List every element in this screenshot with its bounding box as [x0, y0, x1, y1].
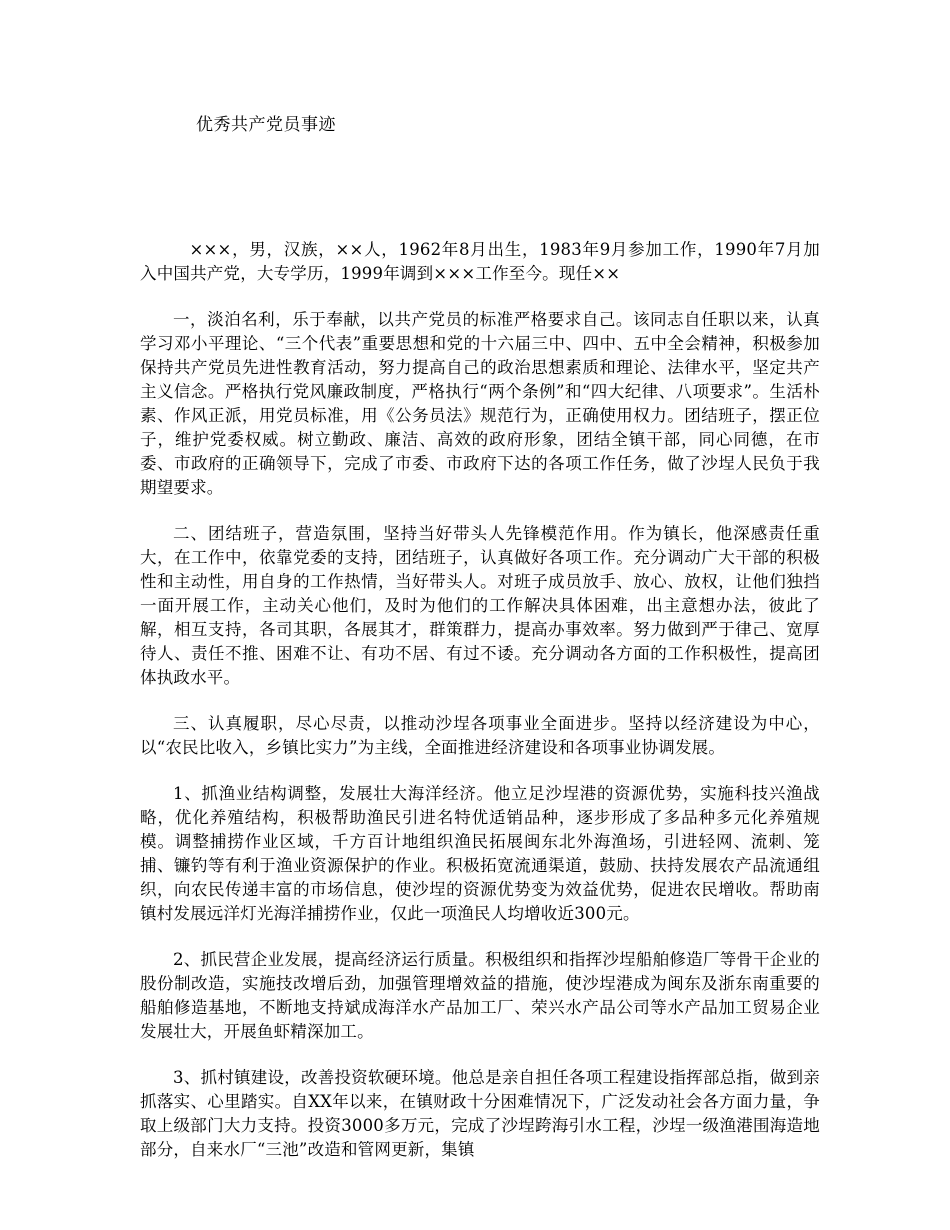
- document-title: 优秀共产党员事迹: [196, 115, 336, 135]
- document-body: [140, 238, 820, 1184]
- paragraph-item-3: 3、抓村镇建设，改善投资软硬环境。他总是亲自担任各项工程建设指挥部总指，做到亲抓落实、心里踏实。自XX年以来，在镇财政十分困难情况下，广泛发动社会各方面力量，争取上级部门大力支持。投资3000多万元，完成了沙埕跨海引水工程，沙埕一级渔港围海造地部分，自来水厂“三池”改造和管网更新，集镇: [140, 1068, 820, 1159]
- paragraph-section-2: 二、团结班子，营造氛围，坚持当好带头人先锋模范作用。作为镇长，他深感责任重大，在工作中，依靠党委的支持，团结班子，认真做好各项工作。充分调动广大干部的积极性和主动性，用自身的工作热情，当好带头人。对班子成员放手、放心、放权，让他们独挡一面开展工作，主动关心他们，及时为他们的工作解决具体困难，出主意想办法，彼此了解，相互支持，各司其职，各展其才，群策群力，提高办事效率。努力做到严于律己、宽厚待人、责任不推、困难不让、有功不居、有过不诿。充分调动各方面的工作积极性，提高团体执政水平。: [140, 524, 820, 687]
- paragraph-intro: ×××，男，汉族，××人，1962年8月出生，1983年9月参加工作，1990年7月加入中国共产党，大专学历，1999年调到×××工作至今。现任××: [140, 240, 820, 283]
- paragraph-item-2: 2、抓民营企业发展，提高经济运行质量。积极组织和指挥沙埕船舶修造厂等骨干企业的股份制改造，实施技改增后劲，加强管理增效益的措施，使沙埕港成为闽东及浙东南重要的船舶修造基地，不断地支持斌成海洋水产品加工厂、荣兴水产品公司等水产品加工贸易企业发展壮大，开展鱼虾精深加工。: [140, 950, 820, 1041]
- paragraph-section-1: 一，淡泊名利，乐于奉献，以共产党员的标准严格要求自己。该同志自任职以来，认真学习邓小平理论、“三个代表”重要思想和党的十六届三中、四中、五中全会精神，积极参加保持共产党员先进性教育活动，努力提高自己的政治思想素质和理论、法律水平，坚定共产主义信念。严格执行党风廉政制度，严格执行“两个条例”和“四大纪律、八项要求”。生活朴素、作风正派，用党员标准，用《公务员法》规范行为，正确使用权力。团结班子，摆正位子，维护党委权威。树立勤政、廉洁、高效的政府形象，团结全镇干部，同心同德，在市委、市政府的正确领导下，完成了市委、市政府下达的各项工作任务，做了沙埕人民负于我期望要求。: [140, 310, 820, 497]
- paragraph-section-3: 三、认真履职，尽心尽责，以推动沙埕各项事业全面进步。坚持以经济建设为中心，以“农民比收入，乡镇比实力”为主线，全面推进经济建设和各项事业协调发展。: [140, 714, 820, 757]
- paragraph-item-1: 1、抓渔业结构调整，发展壮大海洋经济。他立足沙埕港的资源优势，实施科技兴渔战略，优化养殖结构，积极帮助渔民引进名特优适销品种，逐步形成了多品种多元化养殖规模。调整捕捞作业区域，千方百计地组织渔民拓展闽东北外海渔场，引进轻网、流刺、笼捕、镰钓等有利于渔业资源保护的作业。积极拓宽流通渠道，鼓励、扶持发展农产品流通组织，向农民传递丰富的市场信息，使沙埕的资源优势变为效益优势，促进农民增收。帮助南镇村发展远洋灯光海洋捕捞作业，仅此一项渔民人均增收近300元。: [140, 784, 820, 923]
